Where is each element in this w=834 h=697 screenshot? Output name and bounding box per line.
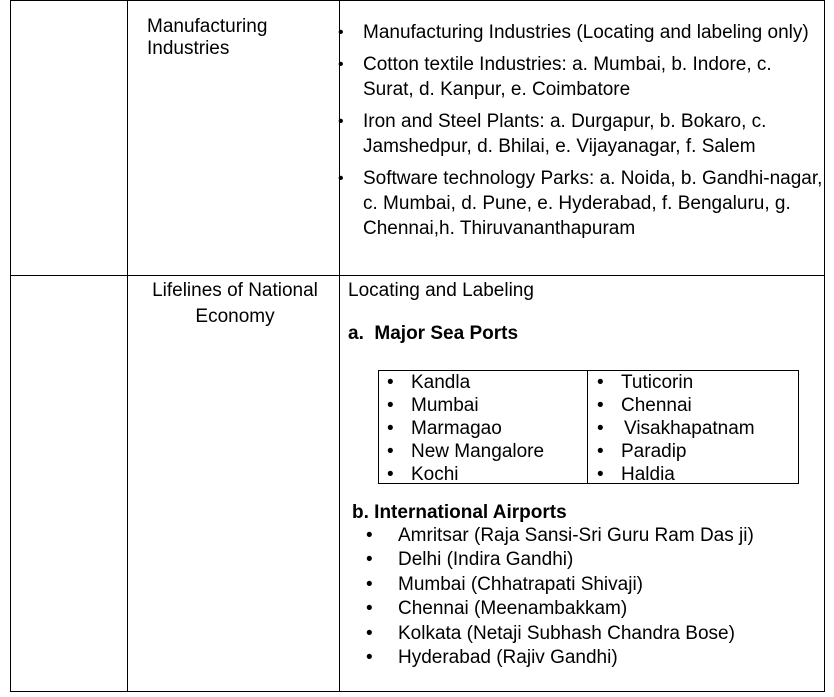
sea-ports-heading: a. Major Sea Ports	[348, 323, 519, 344]
list-item: • Haldia	[597, 464, 675, 485]
bullet-icon: •	[597, 372, 604, 393]
table-top-border	[10, 0, 825, 1]
list-item: • Cotton textile Industries: a. Mumbai, b. Indore, c. Surat, d. Kanpur, e. Coimbatore	[338, 54, 772, 100]
list-item: • Iron and Steel Plants: a. Durgapur, b. Bokaro, c. Jamshedpur, d. Bhilai, e. Vijayanagar, f. Salem	[338, 111, 767, 157]
bullet-icon: •	[366, 525, 373, 546]
topic-manufacturing-industries: Manufacturing Industries	[147, 16, 268, 59]
list-item: • Paradip	[597, 441, 687, 462]
list-item: • Kandla	[387, 372, 471, 393]
bullet-icon: •	[597, 418, 604, 439]
bullet-icon: •	[597, 464, 604, 485]
bullet-icon: •	[387, 395, 394, 416]
list-item: • Tuticorin	[597, 372, 694, 393]
table-left-border	[10, 0, 11, 692]
bullet-icon: •	[366, 622, 373, 644]
row-divider	[10, 275, 825, 276]
sea-ports-column-divider	[587, 371, 588, 483]
bullet-icon: •	[366, 647, 373, 669]
list-item: • Mumbai	[387, 395, 479, 416]
list-item: • Chennai (Meenambakkam)	[366, 597, 754, 621]
bullet-icon: •	[597, 395, 604, 416]
bullet-icon: •	[366, 549, 373, 571]
list-item: • Chennai	[597, 395, 692, 416]
list-item: • Software technology Parks: a. Noida, b. Gandhi-nagar, c. Mumbai, d. Pune, e. Hyderabad, f. Bengaluru, g. Chennai,h. Thiruvananthapuram	[338, 168, 823, 239]
airports-heading: b. International Airports	[352, 502, 567, 523]
sea-ports-right-column	[597, 371, 755, 486]
list-item: • Marmagao	[387, 418, 502, 439]
bullet-icon: •	[387, 372, 394, 393]
manufacturing-list	[338, 20, 823, 248]
bullet-icon: •	[387, 464, 394, 485]
column-divider-1	[127, 0, 128, 692]
bullet-icon: •	[387, 418, 394, 439]
table-right-border	[824, 0, 825, 692]
bullet-icon: •	[338, 170, 344, 187]
list-item: • Mumbai (Chhatrapati Shivaji)	[366, 573, 754, 597]
list-item: • Delhi (Indira Gandhi)	[366, 548, 754, 572]
locating-labeling-text: Locating and Labeling	[348, 280, 534, 301]
bullet-icon: •	[338, 113, 344, 130]
bullet-icon: •	[338, 24, 344, 41]
list-item: • New Mangalore	[387, 441, 545, 462]
bullet-icon: •	[387, 441, 394, 462]
list-item: • Hyderabad (Rajiv Gandhi)	[366, 646, 754, 670]
sea-ports-left-column	[387, 371, 544, 486]
list-item: • Amritsar (Raja Sansi-Sri Guru Ram Das ji)	[366, 524, 754, 548]
bullet-icon: •	[338, 56, 344, 73]
airports-list	[366, 524, 754, 670]
bullet-icon: •	[597, 441, 604, 462]
topic-lifelines-of-national-economy: Lifelines of National Economy	[152, 280, 318, 327]
sea-ports-table	[378, 370, 799, 484]
list-item: • Kochi	[387, 464, 459, 485]
bullet-icon: •	[366, 598, 373, 620]
list-item: • Visakhapatnam	[597, 418, 755, 439]
list-item: • Kolkata (Netaji Subhash Chandra Bose)	[366, 622, 754, 646]
list-item: • Manufacturing Industries (Locating and labeling only)	[338, 22, 809, 43]
table-bottom-border	[10, 691, 825, 692]
bullet-icon: •	[366, 573, 373, 595]
